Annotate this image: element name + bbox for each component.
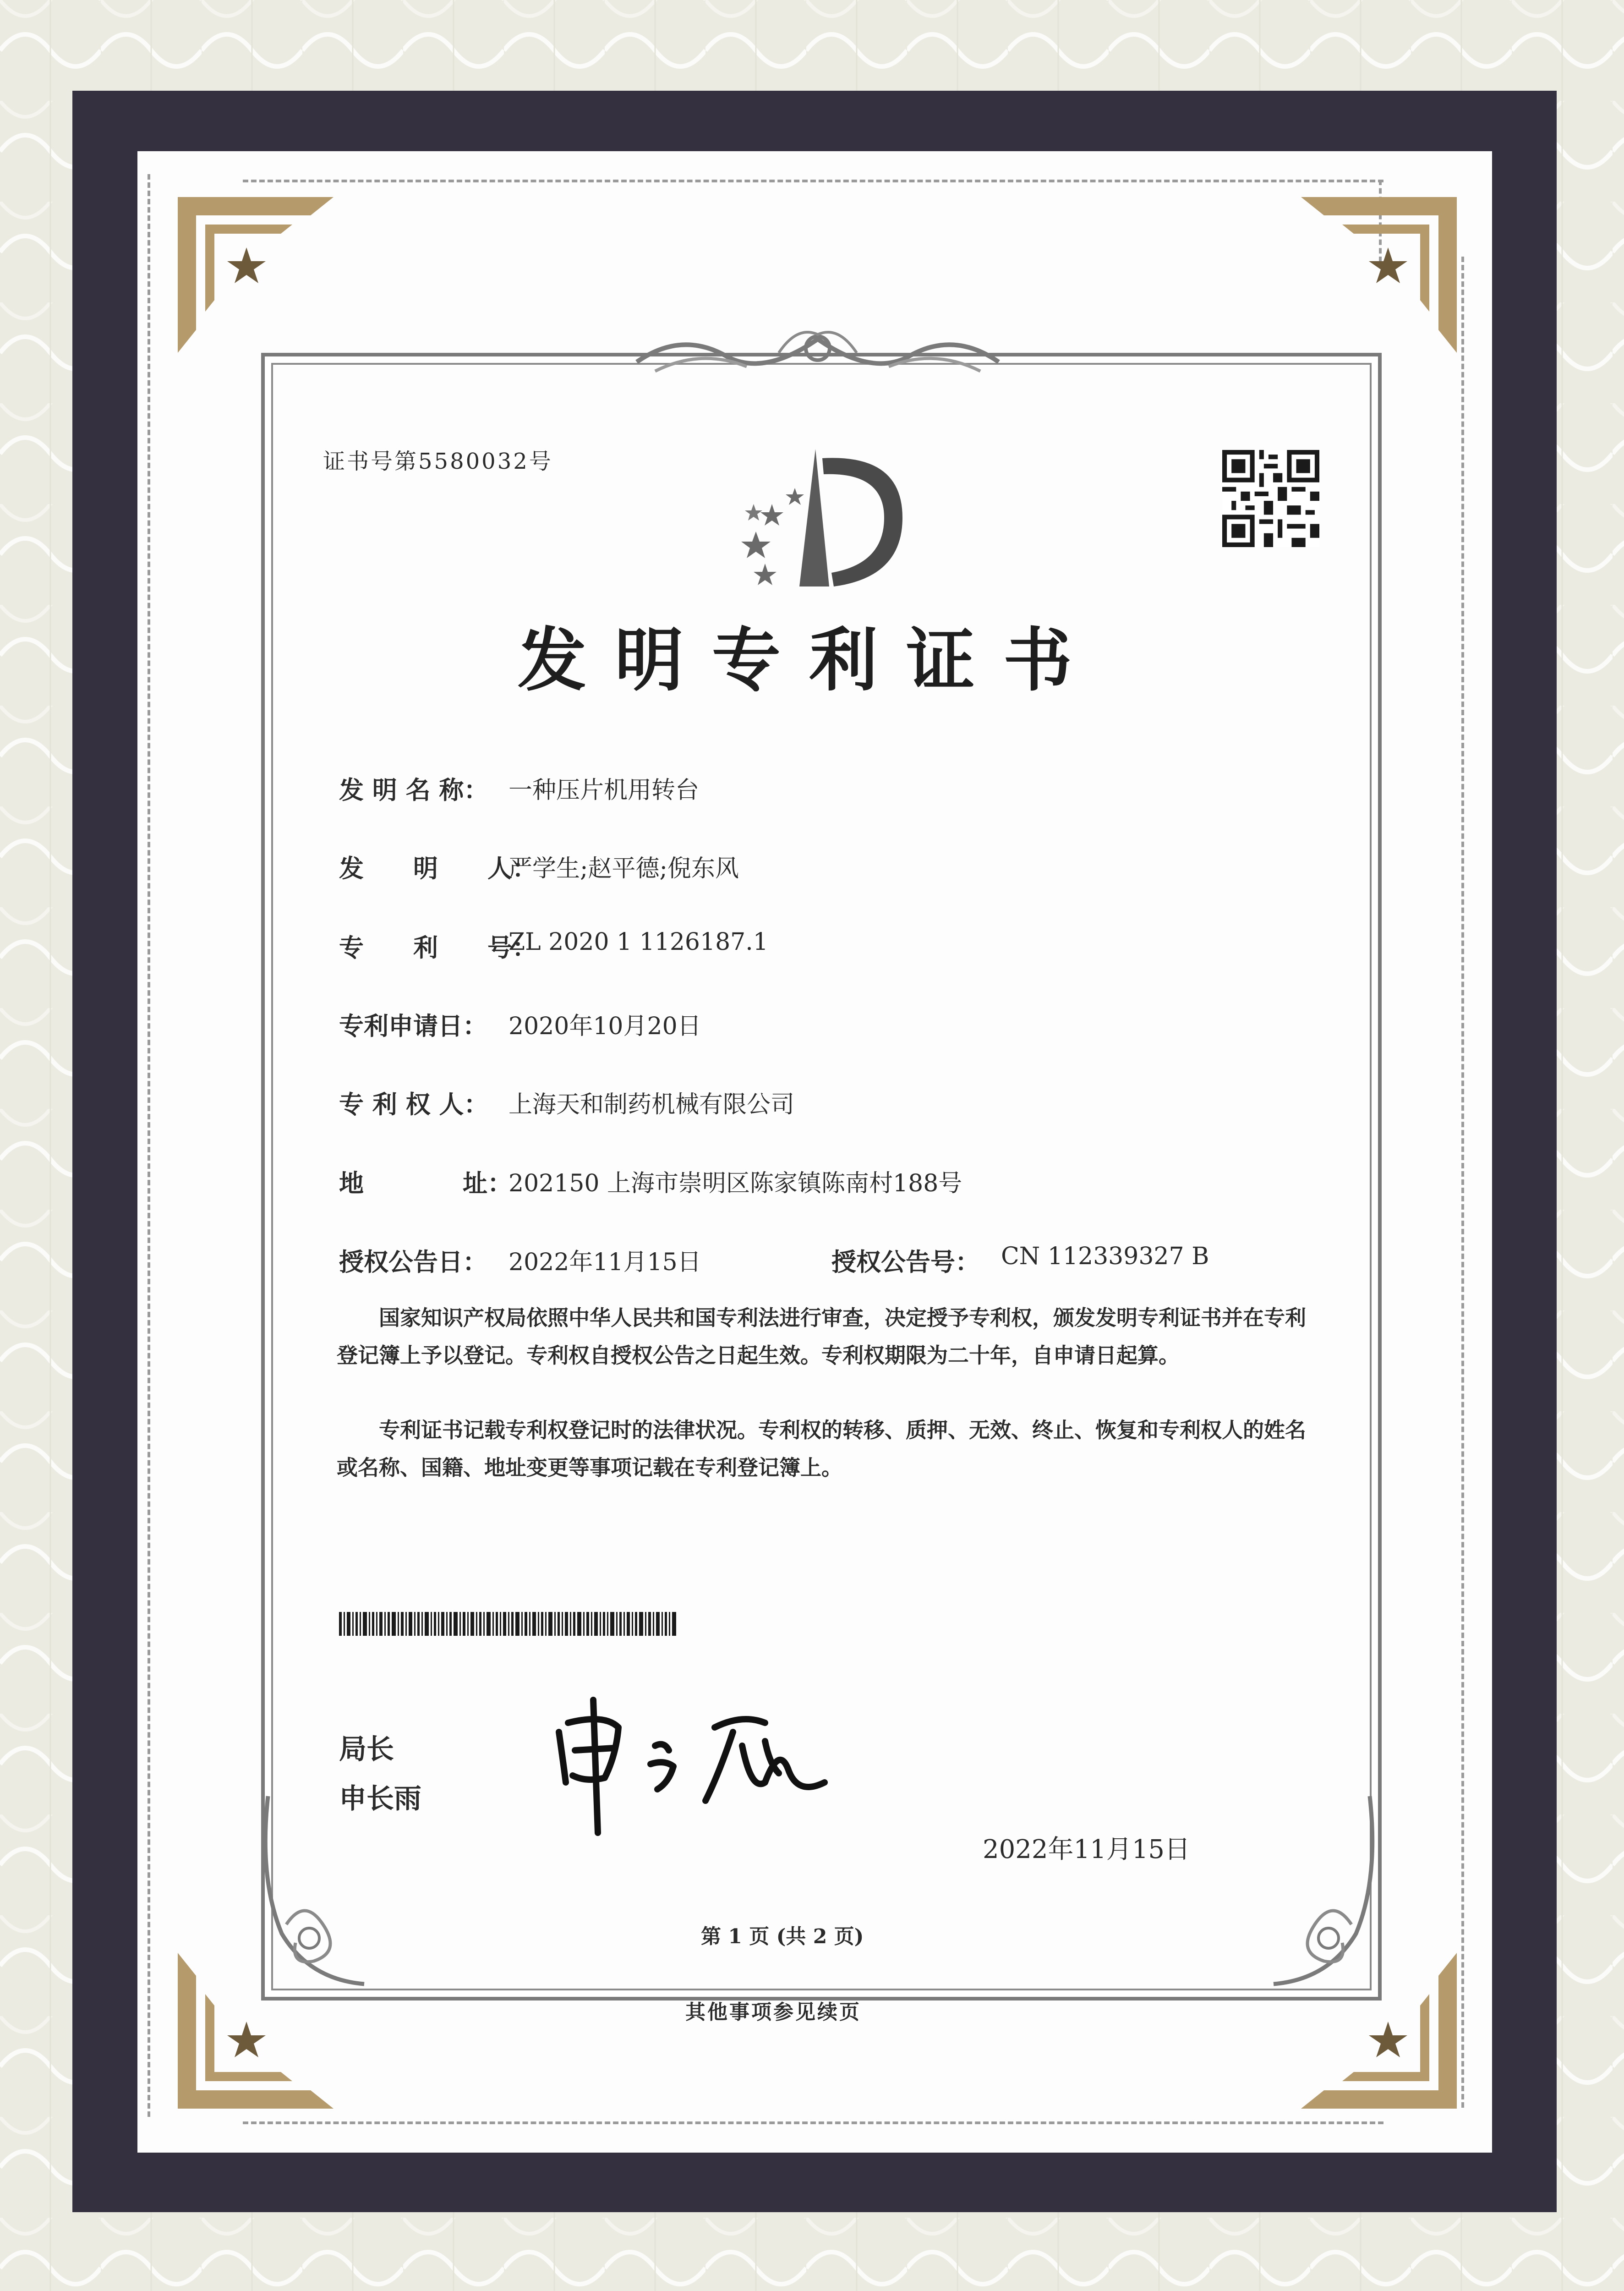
corner-ornament-top-right xyxy=(1301,197,1457,353)
field-value-address: 202150 上海市崇明区陈家镇陈南村188号 xyxy=(509,1170,962,1197)
director-title: 局长 xyxy=(339,1733,394,1765)
bottom-right-filigree xyxy=(1264,1787,1383,1993)
director-signature xyxy=(550,1691,843,1842)
field-label-application-date: 专利申请日： xyxy=(339,1011,487,1041)
field-value-patentee: 上海天和制药机械有限公司 xyxy=(509,1091,795,1118)
issue-date: 2022年11月15日 xyxy=(983,1835,1191,1864)
field-label-patent-number: 专 利 号： xyxy=(339,933,537,962)
certificate-number: 证书号第5580032号 xyxy=(323,449,553,474)
patent-office-emblem-icon xyxy=(719,440,921,600)
field-label-invention-name: 发 明 名 称： xyxy=(339,775,489,805)
page-info: 第 1 页 (共 2 页) xyxy=(701,1925,864,1948)
top-filigree-ornament xyxy=(628,321,1008,385)
field-label-inventors: 发 明 人： xyxy=(339,854,537,883)
grant-date-value: 2022年11月15日 xyxy=(509,1249,701,1276)
dashed-border-right xyxy=(1461,257,1464,2108)
grant-number-value: CN 112339327 B xyxy=(1001,1243,1209,1270)
qr-code xyxy=(1222,450,1319,547)
grant-date-label: 授权公告日： xyxy=(339,1247,487,1277)
field-label-patentee: 专 利 权 人： xyxy=(339,1090,489,1119)
dashed-border-left xyxy=(148,174,150,2117)
field-value-inventors: 严学生;赵平德;倪东风 xyxy=(509,855,739,882)
barcode xyxy=(339,1612,678,1636)
bottom-left-filigree xyxy=(254,1787,373,1993)
legal-paragraph-2: 专利证书记载专利权登记时的法律状况。专利权的转移、质押、无效、终止、恢复和专利权人的姓名或名称、国籍、地址变更等事项记载在专利登记簿上。 xyxy=(337,1418,1306,1480)
corner-ornament-top-left xyxy=(178,197,334,353)
director-name: 申长雨 xyxy=(339,1783,421,1815)
certificate-title: 发明专利证书 xyxy=(518,620,1101,701)
legal-paragraph-1: 国家知识产权局依照中华人民共和国专利法进行审查，决定授予专利权，颁发发明专利证书并在专利登记簿上予以登记。专利权自授权公告之日起生效。专利权期限为二十年，自申请日起算。 xyxy=(337,1305,1306,1368)
field-value-invention-name: 一种压片机用转台 xyxy=(509,777,700,804)
dashed-border-bottom xyxy=(243,2121,1383,2124)
field-value-patent-number: ZL 2020 1 1126187.1 xyxy=(509,928,768,956)
dashed-border-top xyxy=(243,180,1383,182)
field-value-application-date: 2020年10月20日 xyxy=(509,1013,701,1040)
field-label-address: 地 址： xyxy=(339,1168,512,1198)
grant-number-label: 授权公告号： xyxy=(831,1247,980,1277)
continued-note: 其他事项参见续页 xyxy=(685,2001,861,2024)
